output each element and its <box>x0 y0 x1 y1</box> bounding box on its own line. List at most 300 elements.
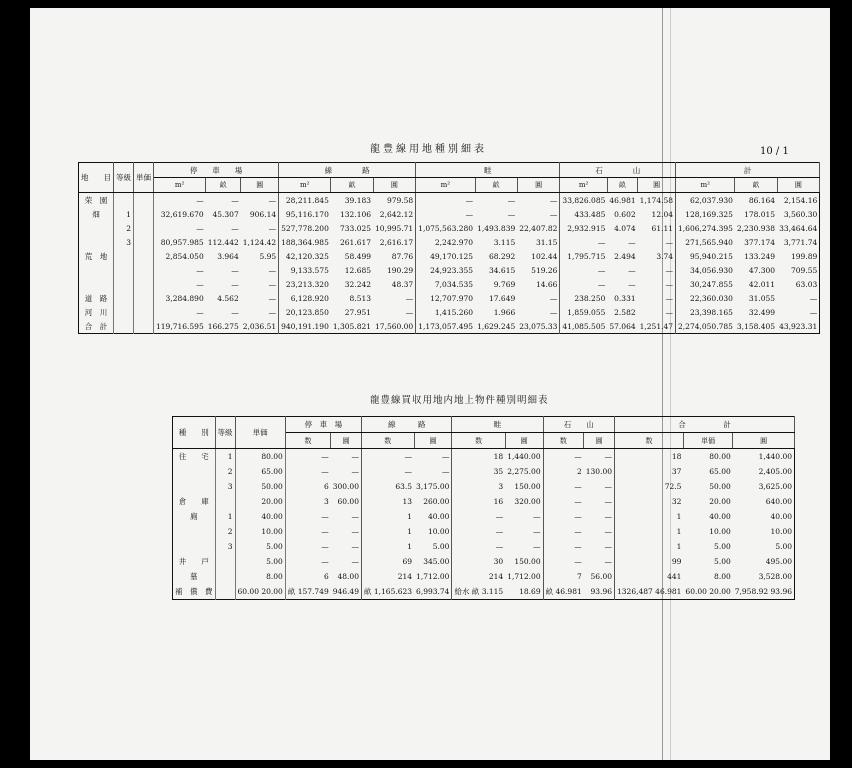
subheader-cell: m² <box>560 178 607 193</box>
table-cell: 1,859.055 <box>560 305 607 319</box>
table-cell: 17,560.00 <box>375 321 414 331</box>
table-cell: — <box>441 467 450 476</box>
table-cell: 27.951 <box>344 307 372 317</box>
table-cell: 18 <box>615 449 684 465</box>
table-row <box>173 479 795 494</box>
table-cell: 320.00 <box>514 497 541 506</box>
table-row <box>79 263 820 277</box>
table-cell: — <box>268 265 277 275</box>
table-cell: 1 <box>114 207 134 221</box>
table-cell: — <box>361 464 414 479</box>
table-cell: 32 <box>615 494 684 509</box>
table-cell: 10.00 <box>770 527 793 536</box>
table-cell: 1,075,563.280 <box>416 221 475 235</box>
table-cell: 271,565.940 <box>676 235 735 249</box>
table-cell: — <box>560 277 607 291</box>
table-cell: 5.00 <box>235 554 285 569</box>
header-cell: 単価 <box>134 163 154 193</box>
table-cell: 3 <box>215 539 235 554</box>
table-cell: 69 <box>361 554 414 569</box>
table-cell: 9.769 <box>493 279 516 289</box>
table-cell <box>134 235 154 249</box>
table-cell: 1,440.00 <box>507 452 541 461</box>
table-cell: 46.981 <box>609 195 636 205</box>
table-cell: 166.275 <box>207 321 239 331</box>
table-cell: 1,712.00 <box>507 572 541 581</box>
table-cell: 62,037.930 <box>676 193 735 208</box>
table-cell: — <box>604 512 612 521</box>
table-cell: 60.00 20.00 <box>685 587 731 596</box>
table-cell: 60.00 20.00 <box>235 584 285 600</box>
header-cell: 等級 <box>114 163 134 193</box>
table-cell: 3.964 <box>217 251 239 261</box>
table-cell: 3 <box>285 494 330 509</box>
table-cell: — <box>628 279 636 289</box>
table-cell: — <box>351 467 359 476</box>
table-cell: 527,778.200 <box>279 221 331 235</box>
table-cell: — <box>452 509 505 524</box>
table-cell: 345.00 <box>423 557 450 566</box>
table-cell: 22,360.030 <box>676 291 735 305</box>
table-cell: 1,712.00 <box>416 572 450 581</box>
table-cell: — <box>231 223 239 233</box>
table-cell: — <box>285 524 330 539</box>
table-cell: 3,158.405 <box>736 321 776 331</box>
subheader-cell: m² <box>676 178 735 193</box>
table-cell: — <box>154 305 206 319</box>
table-cell: 1,251.47 <box>639 321 674 331</box>
table-cell: — <box>351 452 359 461</box>
subheader-cell: 数 <box>452 433 505 449</box>
table-cell: 37 <box>615 464 684 479</box>
table-cell: 40.00 <box>770 512 793 521</box>
table2-header-row <box>173 417 795 433</box>
table-cell <box>215 584 235 600</box>
table-cell: 1,173,057.495 <box>416 319 475 334</box>
table-cell: — <box>154 193 206 208</box>
table-cell: 24,923.355 <box>416 263 475 277</box>
table-cell: 合 計 <box>79 319 114 334</box>
table-cell: 3,284.890 <box>154 291 206 305</box>
table-cell <box>79 235 114 249</box>
table-cell: 1326,487 46.981 <box>615 584 684 600</box>
table-cell: 43,923.31 <box>779 321 818 331</box>
table-cell: 20.00 <box>709 497 731 506</box>
table-cell: 238.250 <box>560 291 607 305</box>
table-cell: — <box>543 554 584 569</box>
land-type-table <box>78 162 820 334</box>
subheader-cell: 圓 <box>414 433 452 449</box>
table-cell <box>134 263 154 277</box>
table-cell <box>114 305 134 319</box>
table-cell: 1 <box>215 449 235 465</box>
table-cell <box>134 193 154 208</box>
table-cell: 6 <box>285 479 330 494</box>
table-cell: 1,493.839 <box>477 223 516 233</box>
table-cell: 31.055 <box>748 293 776 303</box>
subheader-cell: 単価 <box>683 433 732 449</box>
table-cell: 1 <box>615 509 684 524</box>
table-cell: — <box>285 464 330 479</box>
table-cell: — <box>231 307 239 317</box>
table-cell: — <box>351 542 359 551</box>
table-cell: 5.00 <box>714 542 731 551</box>
header-cell: 種 別 <box>173 417 216 449</box>
table2-body <box>173 449 795 600</box>
table-cell: 2 <box>543 464 584 479</box>
table-cell: 190.29 <box>386 265 414 275</box>
table-row <box>173 464 795 479</box>
table-cell <box>173 524 216 539</box>
table-cell: — <box>154 263 206 277</box>
table-row <box>79 221 820 235</box>
table-cell: — <box>628 237 636 247</box>
table-row <box>79 305 820 319</box>
table-cell: 6 <box>285 569 330 584</box>
table-cell: 733.025 <box>340 223 372 233</box>
subheader-cell: m² <box>279 178 331 193</box>
table-cell: 35 <box>452 464 505 479</box>
table-cell: — <box>154 221 206 235</box>
table-cell: 畝 46.981 <box>543 584 584 600</box>
table-cell: — <box>405 293 414 303</box>
table-cell: 102.44 <box>531 251 558 261</box>
table2-title: 龍豊線買収用地内地上物件種別明細表 <box>370 395 549 406</box>
table-cell: 2 <box>215 464 235 479</box>
table-cell: 2,275.00 <box>507 467 541 476</box>
table-row <box>173 509 795 524</box>
table-cell: 2,616.17 <box>379 237 414 247</box>
table-cell: 墓 <box>173 569 216 584</box>
table-cell: — <box>665 293 674 303</box>
table-cell <box>79 221 114 235</box>
table-cell: 2,230.938 <box>736 223 776 233</box>
table-cell: — <box>231 279 239 289</box>
table-cell: — <box>604 527 612 536</box>
table-cell: 給水 畝 3.115 <box>452 584 505 600</box>
table-cell: — <box>665 237 674 247</box>
table-cell: 130.00 <box>585 467 612 476</box>
table-cell: 519.26 <box>531 265 558 275</box>
table-cell: 1 <box>361 524 414 539</box>
table-cell: — <box>361 449 414 465</box>
table-cell: 12.04 <box>651 209 674 219</box>
table-cell: — <box>665 265 674 275</box>
table-cell: — <box>604 452 612 461</box>
table-cell <box>134 291 154 305</box>
table-cell: — <box>628 265 636 275</box>
table-cell: 906.14 <box>249 209 277 219</box>
table-cell: 48.37 <box>391 279 414 289</box>
table-cell: 10.00 <box>709 527 731 536</box>
table-cell: 45.307 <box>212 209 239 219</box>
table-cell <box>79 277 114 291</box>
table-cell: 5.00 <box>775 542 793 551</box>
table-cell: 2,154.16 <box>783 195 818 205</box>
table-row <box>173 449 795 465</box>
table-cell: — <box>533 527 541 536</box>
table-cell: 22,407.82 <box>519 223 558 233</box>
table-cell: — <box>268 307 277 317</box>
table-cell: — <box>452 539 505 554</box>
table-cell: 32.242 <box>344 279 372 289</box>
table-cell: 畝 1,165.623 <box>361 584 414 600</box>
header-cell: 合 計 <box>615 417 795 433</box>
table-cell: 18.69 <box>519 587 541 596</box>
table-cell: 2,242.970 <box>416 235 475 249</box>
table-cell: 8.513 <box>349 293 372 303</box>
header-cell: 畦 <box>416 163 560 178</box>
subheader-cell: m² <box>154 178 206 193</box>
structures-table <box>172 416 795 600</box>
table-cell: 廁 <box>173 509 216 524</box>
table-cell: 23,075.33 <box>519 321 558 331</box>
table1-subheader-row <box>79 178 820 193</box>
table-row <box>79 193 820 208</box>
table-cell: 150.00 <box>514 557 541 566</box>
table-cell: — <box>543 479 584 494</box>
header-cell: 停 車 場 <box>154 163 279 178</box>
table-row <box>173 524 795 539</box>
table-cell: 20.00 <box>235 494 285 509</box>
table-cell: 12.685 <box>344 265 372 275</box>
table-cell: 86.164 <box>748 195 776 205</box>
table-cell: 16 <box>452 494 505 509</box>
table-cell: 3,771.74 <box>783 237 818 247</box>
table-cell: 1,440.00 <box>758 452 793 461</box>
table-cell: — <box>549 293 558 303</box>
table-cell: — <box>549 307 558 317</box>
subheader-cell: 圓 <box>638 178 676 193</box>
table-cell: 荒 地 <box>79 249 114 263</box>
header-cell: 等級 <box>215 417 235 449</box>
subheader-cell: 数 <box>615 433 684 449</box>
table-cell: — <box>604 557 612 566</box>
table-cell <box>215 494 235 509</box>
table-cell: 4.562 <box>217 293 239 303</box>
table-cell: 28,211.845 <box>279 193 331 208</box>
table-cell: 0.602 <box>614 209 636 219</box>
subheader-cell: 畝 <box>206 178 241 193</box>
table-cell: 95,116.170 <box>279 207 331 221</box>
header-cell: 計 <box>676 163 820 178</box>
table-cell: 261.617 <box>340 237 372 247</box>
table-cell: 33,826.085 <box>560 193 607 208</box>
table-cell <box>173 479 216 494</box>
table-cell: — <box>604 482 612 491</box>
table-cell: 住 宅 <box>173 449 216 465</box>
subheader-cell: 畝 <box>735 178 777 193</box>
table-cell: 80.00 <box>235 449 285 465</box>
table-cell <box>134 305 154 319</box>
table-cell: 1 <box>615 524 684 539</box>
table-cell: 3,528.00 <box>758 572 793 581</box>
table-cell: 377.174 <box>744 237 776 247</box>
header-cell: 石 山 <box>543 417 614 433</box>
table-cell: 3 <box>215 479 235 494</box>
table-cell: — <box>285 539 330 554</box>
table-cell: — <box>285 449 330 465</box>
table-cell: 33,464.64 <box>779 223 818 233</box>
table-cell: 65.00 <box>235 464 285 479</box>
table-row <box>79 291 820 305</box>
table-cell: 1 <box>361 539 414 554</box>
table-cell: 6,993.74 <box>416 587 450 596</box>
table-cell: 65.00 <box>709 467 731 476</box>
table-cell: 50.00 <box>235 479 285 494</box>
subheader-cell: 圓 <box>517 178 560 193</box>
table-cell: 2 <box>114 221 134 235</box>
table-cell: — <box>507 209 516 219</box>
table-cell: 63.5 <box>361 479 414 494</box>
table-cell: 7 <box>543 569 584 584</box>
table-cell: 40.00 <box>235 509 285 524</box>
table-cell <box>114 249 134 263</box>
table-cell: 荣 園 <box>79 193 114 208</box>
table-cell: 7,034.535 <box>416 277 475 291</box>
table-cell <box>134 249 154 263</box>
header-cell: 線 路 <box>361 417 451 433</box>
table-cell <box>215 569 235 584</box>
table-cell: — <box>604 497 612 506</box>
table-cell <box>134 319 154 334</box>
document-page <box>30 8 830 760</box>
table-cell: 72.5 <box>615 479 684 494</box>
table-cell: 畝 157.749 <box>285 584 330 600</box>
table-cell: — <box>416 207 475 221</box>
table-cell: 940,191.190 <box>279 319 331 334</box>
table-cell: 河 川 <box>79 305 114 319</box>
table-cell: 95,940.215 <box>676 249 735 263</box>
table-cell: — <box>268 293 277 303</box>
table-cell <box>134 221 154 235</box>
table-cell: 58.499 <box>344 251 372 261</box>
subheader-cell: 畝 <box>607 178 637 193</box>
table-cell: 3 <box>114 235 134 249</box>
table-cell: — <box>231 195 239 205</box>
table-cell: 34,056.930 <box>676 263 735 277</box>
table-cell: 2.582 <box>614 307 636 317</box>
table-row <box>173 539 795 554</box>
table-cell: 23,398.165 <box>676 305 735 319</box>
table-cell: 5.00 <box>235 539 285 554</box>
table-cell: 5.00 <box>432 542 450 551</box>
table-cell: 40.00 <box>709 512 731 521</box>
table-row <box>173 494 795 509</box>
table-row <box>173 569 795 584</box>
table-cell: 39.183 <box>344 195 372 205</box>
table-cell: 495.00 <box>765 557 793 566</box>
table-cell <box>114 291 134 305</box>
table-cell: 132.106 <box>340 209 372 219</box>
subheader-cell: 圓 <box>373 178 416 193</box>
table-cell: 3,175.00 <box>416 482 450 491</box>
table-cell: — <box>285 509 330 524</box>
table-cell: 48.00 <box>337 572 359 581</box>
table-cell: 56.00 <box>590 572 612 581</box>
table-cell: 9,133.575 <box>279 263 331 277</box>
table-cell: 10.00 <box>427 527 450 536</box>
table-cell: 128,169.325 <box>676 207 735 221</box>
table-row <box>79 319 820 334</box>
table-cell: 260.00 <box>423 497 450 506</box>
header-cell: 停 車 場 <box>285 417 361 433</box>
table-cell: — <box>268 223 277 233</box>
table-cell: 2,854.050 <box>154 249 206 263</box>
table-cell: 1,174.58 <box>639 195 674 205</box>
table-cell: 47.300 <box>748 265 776 275</box>
subheader-cell: 数 <box>543 433 584 449</box>
table-cell: 14.66 <box>535 279 558 289</box>
table-cell: — <box>549 195 558 205</box>
table-cell: 34.615 <box>489 265 516 275</box>
table-cell: 12,707.970 <box>416 291 475 305</box>
table-cell: 80,957.985 <box>154 235 206 249</box>
table-row <box>79 277 820 291</box>
table-cell: 5.00 <box>714 557 731 566</box>
header-cell: 単価 <box>235 417 285 449</box>
table-cell <box>114 263 134 277</box>
table-row <box>173 584 795 600</box>
table-cell: 2 <box>215 524 235 539</box>
table-cell: 1.966 <box>493 307 516 317</box>
table-cell: 2.494 <box>614 251 636 261</box>
table-cell: 709.55 <box>791 265 818 275</box>
table-cell: 30 <box>452 554 505 569</box>
subheader-cell: 数 <box>285 433 330 449</box>
table1-title: 龍豊線用地種別細表 <box>370 144 487 155</box>
table-cell: 8.00 <box>235 569 285 584</box>
table-cell: 1 <box>215 509 235 524</box>
table-row <box>79 235 820 249</box>
table-cell: 30,247.855 <box>676 277 735 291</box>
table-cell: — <box>665 307 674 317</box>
table-cell: — <box>351 527 359 536</box>
table-cell: 300.00 <box>332 482 359 491</box>
table-cell <box>79 263 114 277</box>
table-cell: 433.485 <box>560 207 607 221</box>
table-cell: 1 <box>361 509 414 524</box>
table-cell: 倉 庫 <box>173 494 216 509</box>
table-cell: 32.499 <box>748 307 776 317</box>
table-cell <box>114 277 134 291</box>
table-cell: 畑 <box>79 207 114 221</box>
table-cell: 42,120.325 <box>279 249 331 263</box>
table-cell: 979.58 <box>386 195 414 205</box>
table-cell: 20,123.850 <box>279 305 331 319</box>
subheader-cell: 畝 <box>331 178 373 193</box>
subheader-cell: 圓 <box>584 433 615 449</box>
table-cell: — <box>543 449 584 465</box>
table-cell: 井 戸 <box>173 554 216 569</box>
table-cell: 49,170.125 <box>416 249 475 263</box>
page-fold <box>662 8 663 760</box>
table-cell: 1 <box>615 539 684 554</box>
table-cell: — <box>441 452 450 461</box>
page-fold-shadow <box>670 8 671 760</box>
header-cell: 畦 <box>452 417 543 433</box>
table-cell: — <box>543 539 584 554</box>
subheader-cell: 数 <box>361 433 414 449</box>
subheader-cell: 圓 <box>331 433 362 449</box>
table-cell: 80.00 <box>709 452 731 461</box>
subheader-cell: 圓 <box>777 178 820 193</box>
subheader-cell: 圓 <box>241 178 279 193</box>
table-cell: — <box>405 307 414 317</box>
table-row <box>79 207 820 221</box>
table-cell: 5.95 <box>259 251 277 261</box>
header-cell: 石 山 <box>560 163 676 178</box>
